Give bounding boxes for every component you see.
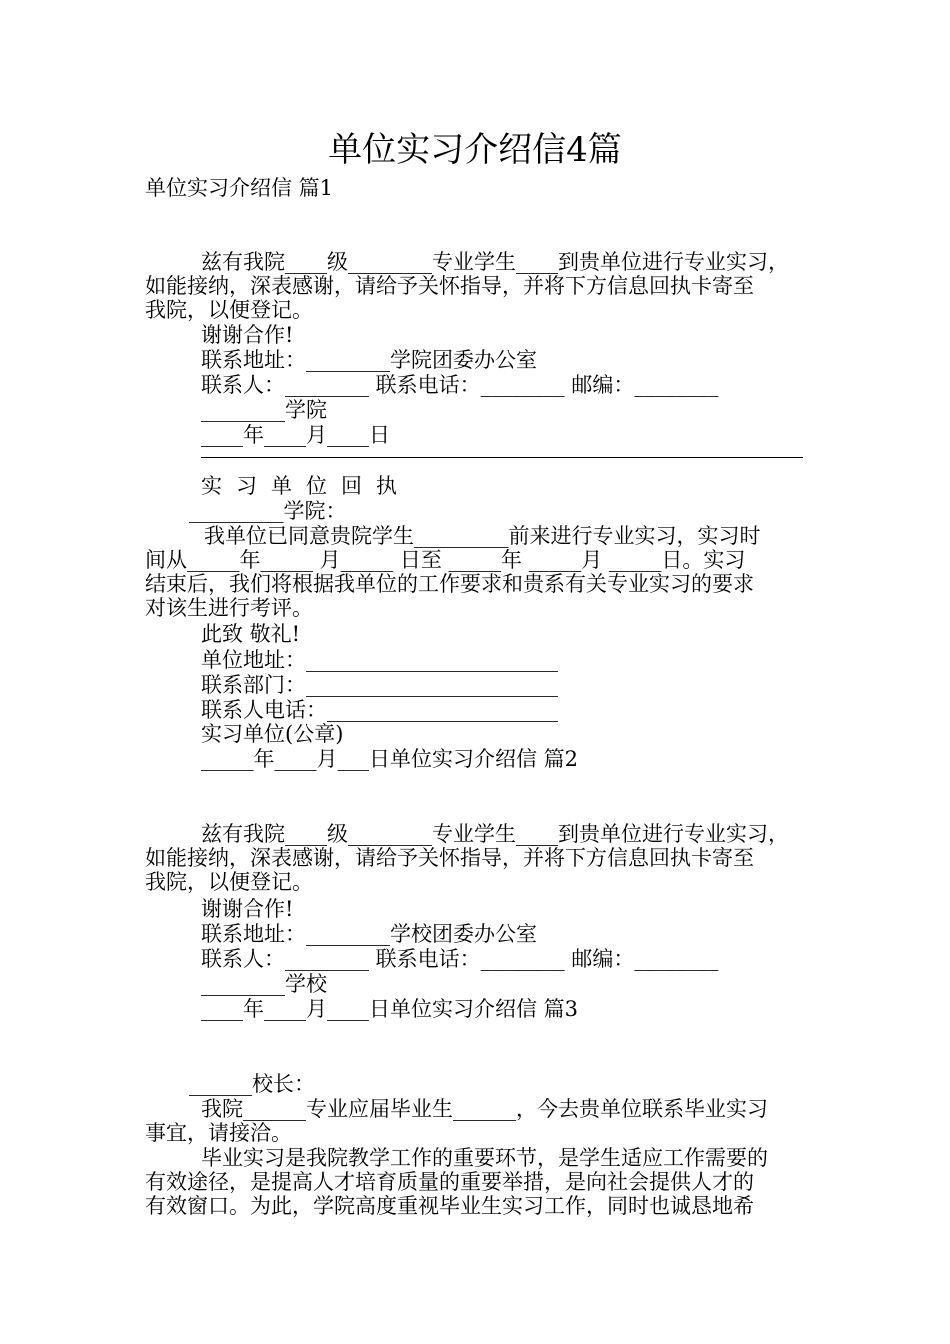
section1-date: ____年____月____日 bbox=[201, 423, 390, 447]
section2-paragraph-line: 兹有我院____级________专业学生____到贵单位进行专业实习， bbox=[201, 822, 789, 846]
section1-address: 联系地址：________学院团委办公室 bbox=[201, 348, 537, 372]
section3-salutation: ______校长： bbox=[189, 1072, 315, 1096]
section2-heading-line: _____年____月___日单位实习介绍信 篇2 bbox=[201, 747, 579, 771]
receipt-paragraph-line: 对该生进行考评。 bbox=[145, 596, 313, 620]
document-title: 单位实习介绍信4篇 bbox=[328, 130, 622, 170]
receipt-salute: 此致 敬礼! bbox=[201, 622, 301, 646]
receipt-unit-address: 单位地址：________________________ bbox=[201, 648, 558, 672]
receipt-phone: 联系人电话：______________________ bbox=[201, 698, 558, 722]
section1-thanks: 谢谢合作! bbox=[201, 323, 294, 347]
section3-paragraph-line: 有效窗口。为此，学院高度重视毕业生实习工作，同时也诚恳地希 bbox=[145, 1194, 754, 1218]
section1-paragraph-line: 我院，以便登记。 bbox=[145, 298, 313, 322]
section2-contact: 联系人：________ 联系电话：________ 邮编：________ bbox=[201, 947, 719, 971]
section1-heading: 单位实习介绍信 篇1 bbox=[145, 176, 334, 200]
section2-school: ________学校 bbox=[201, 972, 327, 996]
section3-heading-line: ____年____月____日单位实习介绍信 篇3 bbox=[201, 997, 579, 1021]
section2-paragraph-line: 如能接纳，深表感谢，请给予关怀指导，并将下方信息回执卡寄至 bbox=[145, 846, 754, 870]
receipt-title: 实习单位回执 bbox=[201, 474, 411, 498]
receipt-seal: 实习单位(公章) bbox=[201, 722, 344, 746]
section3-paragraph-line: 毕业实习是我院教学工作的重要环节，是学生适应工作需要的 bbox=[201, 1146, 768, 1170]
receipt-addressee: _________学院： bbox=[189, 499, 347, 523]
section2-paragraph-line: 我院，以便登记。 bbox=[145, 870, 313, 894]
section2-address: 联系地址：________学校团委办公室 bbox=[201, 922, 537, 946]
section1-paragraph-line: 兹有我院____级________专业学生____到贵单位进行专业实习， bbox=[201, 250, 789, 274]
section1-contact: 联系人：________ 联系电话：________ 邮编：________ bbox=[201, 373, 719, 397]
section2-thanks: 谢谢合作! bbox=[201, 897, 294, 921]
section3-paragraph-line: 事宜，请接洽。 bbox=[145, 1121, 292, 1145]
receipt-paragraph-line: 我单位已同意贵院学生_________前来进行专业实习，实习时 bbox=[204, 524, 761, 548]
receipt-department: 联系部门：________________________ bbox=[201, 673, 558, 697]
divider-line bbox=[201, 457, 803, 458]
section3-paragraph-line: 我院______专业应届毕业生______，今去贵单位联系毕业实习 bbox=[201, 1097, 768, 1121]
section1-paragraph-line: 如能接纳，深表感谢，请给予关怀指导，并将下方信息回执卡寄至 bbox=[145, 274, 754, 298]
section1-college: ________学院 bbox=[201, 398, 327, 422]
section3-paragraph-line: 有效途径，是提高人才培育质量的重要举措，是向社会提供人才的 bbox=[145, 1170, 754, 1194]
receipt-paragraph-line: 结束后，我们将根据我单位的工作要求和贵系有关专业实习的要求 bbox=[145, 572, 754, 596]
receipt-paragraph-line: 间从_____年_____ 月_____ 日至 _____年 _____月 _____日。实习 bbox=[145, 548, 746, 572]
